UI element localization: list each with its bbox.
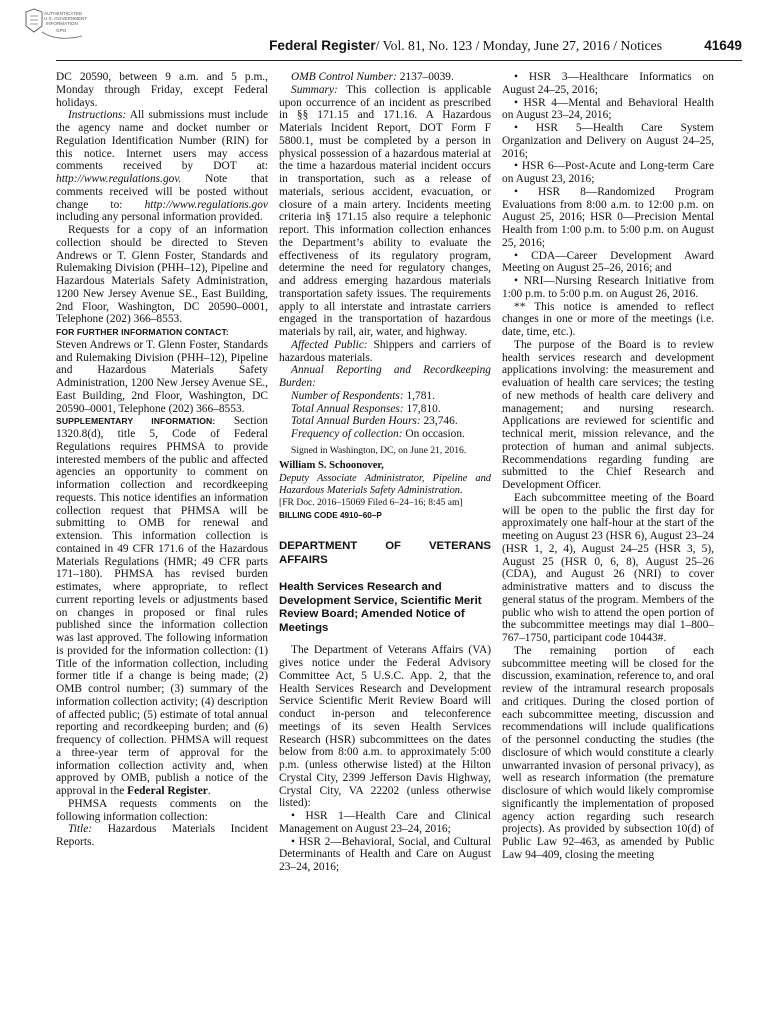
meeting-bullet: • HSR 1—Health Care and Clinical Management on August 23–24, 2016; <box>279 810 491 835</box>
paragraph: DC 20590, between 9 a.m. and 5 p.m., Monday through Friday, except Federal holidays. <box>56 71 268 109</box>
affected-public-paragraph: Affected Public: Shippers and carriers of hazardous materials. <box>279 338 491 364</box>
frequency-line: Frequency of collection: On occasion. <box>291 428 465 440</box>
publication-name: Federal Register <box>269 38 376 53</box>
department-heading: DEPARTMENT OF VETERANS AFFAIRS <box>279 540 491 566</box>
regulations-link-2[interactable]: http://www.regulations.gov <box>144 198 268 211</box>
signer-title: Deputy Associate Administrator, Pipeline and Hazardous Materials Safety Administration. <box>279 472 491 496</box>
responses-line: Total Annual Responses: 17,810. <box>291 402 441 415</box>
contact-section: FOR FURTHER INFORMATION CONTACT: Steven Andrews or T. Glenn Foster, Standards and Rulemaking Division (PHH–12), Pipeline and Hazardous Materials Safety Administration, 1200 New Jersey Avenue SE., East Building, 2nd Floor, Washington, DC 20590–0001, Telephone (202) 366–8553. <box>56 327 268 415</box>
svg-text:AUTHENTICATED: AUTHENTICATED <box>44 11 83 16</box>
section-heading: SUPPLEMENTARY INFORMATION: <box>56 416 216 427</box>
regulations-link[interactable]: http://www.regulations.gov. <box>56 173 182 185</box>
meeting-bullet: • NRI—Nursing Research Initiative from 1:00 p.m. to 5:00 p.m. on August 26, 2016. <box>502 275 714 300</box>
title-paragraph: Title: Hazardous Materials Incident Reports. <box>56 823 268 848</box>
meeting-bullet: • HSR 2—Behavioral, Social, and Cultural Determinants of Health and Care on August 23–24, 2016; <box>279 835 491 873</box>
paragraph: PHMSA requests comments on the following information collection: <box>56 797 268 823</box>
meeting-bullet: • HSR 6—Post-Acute and Long-term Care on August 23, 2016; <box>502 160 714 185</box>
signer-name: William S. Schoonover, <box>279 459 384 471</box>
notice-subject: Health Services Research and Development Service, Scientific Merit Review Board; Amended Notice of Meetings <box>279 581 482 634</box>
meeting-bullet: • HSR 5—Health Care System Organization and Delivery on August 24–25, 2016; <box>502 122 714 160</box>
billing-code: BILLING CODE 4910–60–P <box>279 510 382 520</box>
header-rule <box>56 60 742 61</box>
column-3 <box>502 71 714 862</box>
svg-text:U.S. GOVERNMENT: U.S. GOVERNMENT <box>44 16 88 21</box>
summary-paragraph: Summary: This collection is applicable upon occurrence of an incident as prescribed in §§ 171.15 and 171.16. A Hazardous Materials Incident Report, DOT Form F 5800.1, must be completed by a person in physical possession of a hazardous material at the time a hazardous material incident occurs in transportation, such as a release of materials, serious accident, evacuation, or closure of a main artery. Incidents meeting criteria in§ 171.15 also require a telephonic report. This information collection enhances the Department’s ability to evaluate the effectiveness of its regulatory program, determine the need for regulatory changes, and address emerging hazardous materials transportation safety issues. The requirements apply to all interstate and intrastate carriers engaged in the transportation of hazardous materials by rail, air, water, and highway. <box>279 83 491 338</box>
amended-note: ** This notice is amended to reflect changes in one or more of the meetings (i.e. date, time, etc.). <box>502 300 714 338</box>
running-head <box>269 38 662 54</box>
svg-text:INFORMATION: INFORMATION <box>46 21 78 26</box>
column-2 <box>279 71 491 874</box>
instructions-paragraph: Instructions: All submissions must include the agency name and docket number or Regulation Identification Number (RIN) for this notice. Internet users may access comments received by DOT at: http://www.regulations.gov. Note that comments received will be posted without change to: http://www.regulations.gov including any personal information provided. <box>56 109 268 224</box>
meeting-bullet: • CDA—Career Development Award Meeting on August 25–26, 2016; and <box>502 249 714 275</box>
issue-info: / Vol. 81, No. 123 / Monday, June 27, 2016 / Notices <box>375 38 662 53</box>
fr-doc-line: [FR Doc. 2016–15069 Filed 6–24–16; 8:45 am] <box>279 496 463 508</box>
meeting-bullet: • HSR 3—Healthcare Informatics on August 24–25, 2016; <box>502 71 714 96</box>
burden-heading: Annual Reporting and Recordkeeping Burden: <box>279 364 491 389</box>
signed-line: Signed in Washington, DC, on June 21, 2016. <box>291 444 467 456</box>
meeting-bullet: • HSR 8—Randomized Program Evaluations from 8:00 a.m. to 12:00 p.m. on August 25, 2016; HSR 0—Precision Mental Health from 1:00 p.m. to 5:00 p.m. on August 25, 2016; <box>502 185 714 249</box>
page-number: 41649 <box>704 38 742 53</box>
paragraph: The Department of Veterans Affairs (VA) gives notice under the Federal Advisory Committee Act, 5 U.S.C. App. 2, that the Health Services Research and Development Service Scientific Merit Review Board will conduct in-person and teleconference meetings of its seven Health Services Research (HSR) subcommittees on the dates below from 8:00 a.m. to approximately 5:00 p.m. (unless otherwise listed) at the Hilton Crystal City, 2399 Jefferson Davis Highway, Crystal City, VA 22202 (unless otherwise listed): <box>279 644 491 810</box>
paragraph: The purpose of the Board is to review health services research and development applications involving: the measurement and evaluation of health care services; the testing of new methods of health care delivery and management; and nursing research. Applications are reviewed for scientific and technical merit, mission relevance, and the protection of human and animal subjects. Recommendations regarding funding are submitted to the Chief Research and Development Officer. <box>502 338 714 491</box>
section-heading: FOR FURTHER INFORMATION CONTACT: <box>56 327 229 337</box>
column-1 <box>56 71 268 849</box>
paragraph: The remaining portion of each subcommittee meeting will be closed for the discussion, examination, reference to, and oral review of the intramural research proposals and critiques. During the closed portion of each subcommittee meeting, discussion and recommendations will include qualifications of the personnel conducting the studies (the disclosure of which would constitute a clearly unwarranted invasion of personal privacy), as well as research information (the premature disclosure of which would likely compromise significantly the implementation of proposed agency action regarding such research projects). As provided by subsection 10(d) of Public Law 92–463, as amended by Public Law 94–409, closing the meeting <box>502 644 714 861</box>
respondents-line: Number of Respondents: 1,781. <box>291 389 435 402</box>
omb-paragraph: OMB Control Number: 2137–0039. <box>291 71 454 83</box>
page-header <box>56 38 742 56</box>
meeting-bullet: • HSR 4—Mental and Behavioral Health on August 23–24, 2016; <box>502 96 714 122</box>
svg-text:GPO: GPO <box>56 28 67 33</box>
hours-line: Total Annual Burden Hours: 23,746. <box>291 415 458 428</box>
paragraph: Requests for a copy of an information collection should be directed to Steven Andrews or T. Glenn Foster, Standards and Rulemaking Division (PHH–12), Pipeline and Hazardous Materials Safety Administration, 1200 New Jersey Avenue SE., East Building, 2nd Floor, Washington, DC 20590–0001, Telephone (202) 366–8553. <box>56 224 268 326</box>
paragraph: Each subcommittee meeting of the Board will be open to the public the first day for approximately one half-hour at the start of the meeting on August 23 (HSR 6), August 23–24 (HSR 1, 2, 4), August 24–25 (HSR 3, 5), August 25 (HSR 0, 6, 8), August 25–26 (CDA), and August 26 (NRI) to cover administrative matters and to discuss the general status of the program. Members of the public who wish to attend the open portion of the subcommittee meetings may dial 1–800–767–1750, participant code 10443#. <box>502 491 714 644</box>
supplementary-section: SUPPLEMENTARY INFORMATION: Section 1320.8(d), title 5, Code of Federal Regulations requires PHMSA to provide interested members of the public and affected agencies an opportunity to comment on information collection and recordkeeping requests. This notice identifies an information collection request that PHMSA will be submitting to OMB for renewal and extension. This information collection is contained in 49 CFR 171.6 of the Hazardous Materials Regulations (HMR; 49 CFR parts 171–180). PHMSA has revised burden estimates, where appropriate, to reflect current reporting levels or adjustments based on changes in proposed or final rules published since the information collection was last approved. The following information is provided for the information collection: (1) Title of the information collection, including former title if a change is being made; (2) OMB control number; (3) summary of the information collection activity; (4) description of affected public; (5) estimate of total annual reporting and recordkeeping burden; and (6) frequency of collection. PHMSA will request a three-year term of approval for the information collection activity and, when approved by OMB, publish a notice of the approval in the Federal Register. <box>56 415 268 797</box>
